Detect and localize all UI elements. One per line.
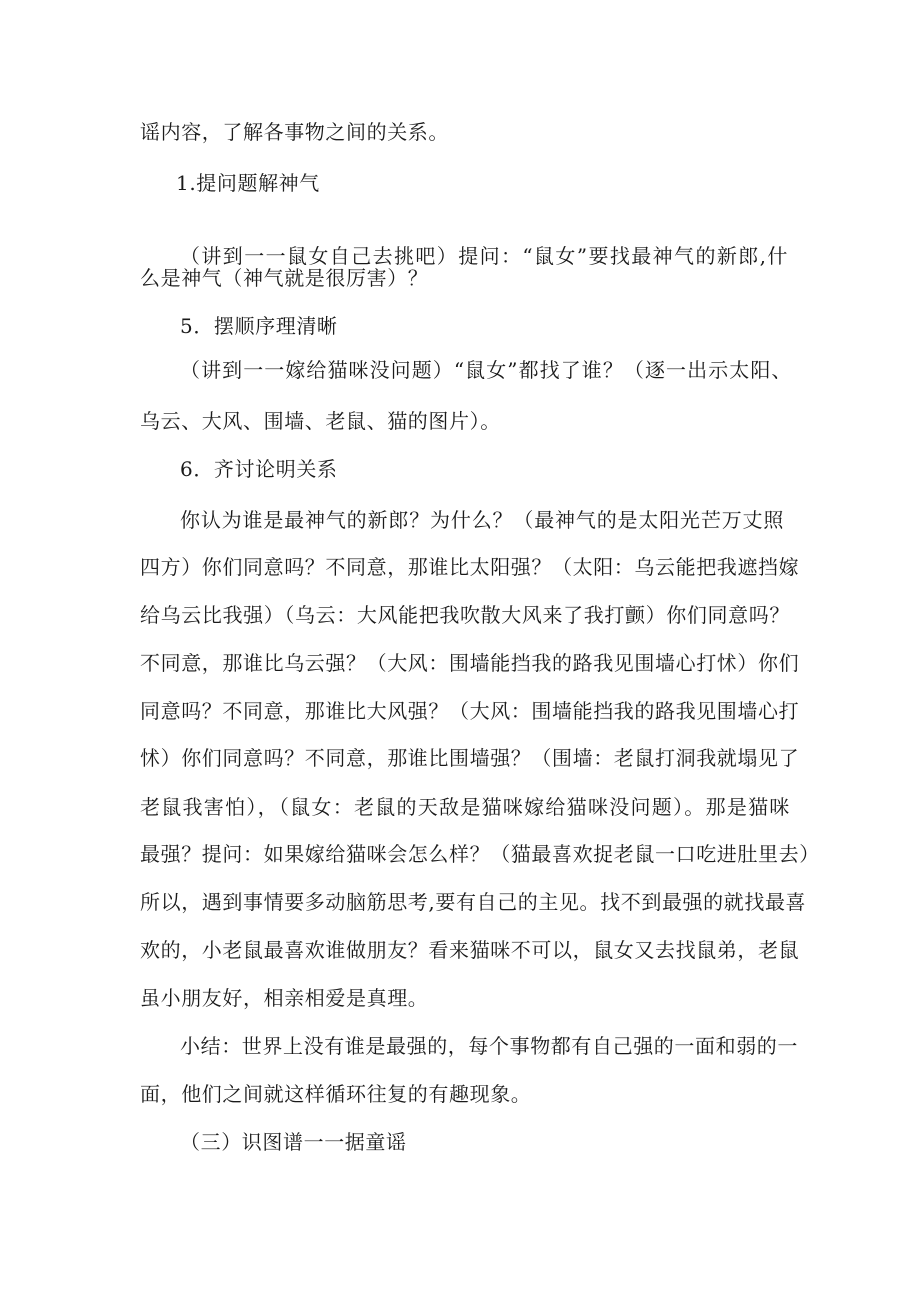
paragraph-line: 么是神气（神气就是很厉害）？ (140, 266, 429, 290)
summary-line: 小结：世界上没有谁是最强的，每个事物都有自己强的一面和弱的一 (180, 1034, 798, 1058)
paragraph-line: 你认为谁是最神气的新郎？为什么？（最神气的是太阳光芒万丈照 (180, 508, 784, 532)
paragraph-line: 老鼠我害怕），（鼠女：老鼠的天敌是猫咪嫁给猫咪没问题）。那是猫咪 (140, 795, 790, 819)
paragraph-line: 最强？提问：如果嫁给猫咪会怎么样？（猫最喜欢捉老鼠一口吃进肚里去） (140, 842, 820, 866)
paragraph-line: 所以，遇到事情要多动脑筋思考,要有自己的主见。找不到最强的就找最喜 (140, 890, 807, 914)
paragraph-line: 不同意，那谁比乌云强？（大风：围墙能挡我的路我见围墙心打怵）你们 (140, 651, 800, 675)
paragraph-line: 虽小朋友好，相亲相爱是真理。 (140, 986, 429, 1010)
paragraph-line: 四方）你们同意吗？不同意，那谁比太阳强？（太阳：乌云能把我遮挡嫁 (140, 555, 800, 579)
summary-line: 面，他们之间就这样循环往复的有趣现象。 (140, 1082, 532, 1106)
paragraph-line: （讲到一一鼠女自己去挑吧）提问：“鼠女”要找最神气的新郎,什 (180, 244, 788, 268)
paragraph-line: 乌云、大风、围墙、老鼠、猫的图片）。 (140, 409, 501, 433)
paragraph-line: 谣内容，了解各事物之间的关系。 (140, 120, 449, 144)
paragraph-line: 怵）你们同意吗？不同意，那谁比围墙强？（围墙：老鼠打洞我就塌见了 (140, 746, 800, 770)
section-heading: （三）识图谱一一据童谣 (180, 1130, 407, 1154)
section-heading: 1.提问题解神气 (176, 171, 320, 195)
section-heading: 6．齐讨论明关系 (180, 457, 338, 481)
paragraph-line: 同意吗？不同意，那谁比大风强？（大风：围墙能挡我的路我见围墙心打 (140, 699, 800, 723)
section-heading: 5．摆顺序理清晰 (180, 314, 338, 338)
paragraph-line: 欢的，小老鼠最喜欢谁做朋友？看来猫咪不可以，鼠女又去找鼠弟，老鼠 (140, 938, 800, 962)
paragraph-line: 给乌云比我强）（乌云：大风能把我吹散大风来了我打颤）你们同意吗？ (140, 603, 790, 627)
paragraph-line: （讲到一一嫁给猫咪没问题）“鼠女”都找了谁？（逐一出示太阳、 (180, 358, 792, 382)
